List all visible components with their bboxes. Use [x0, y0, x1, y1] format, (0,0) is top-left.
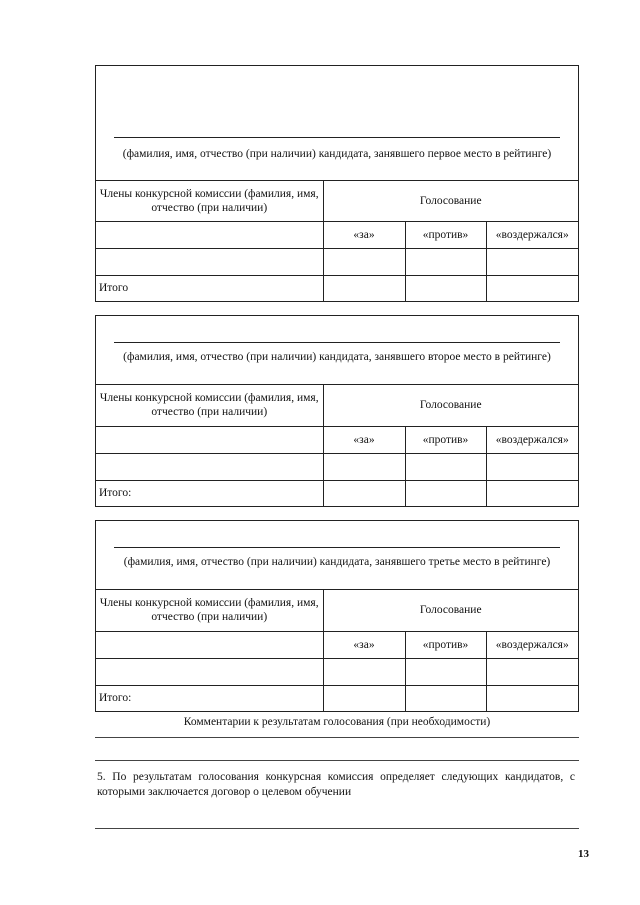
vote-cell	[323, 248, 405, 275]
member-cell	[96, 631, 323, 658]
comments-label: Комментарии к результатам голосования (при необходимости)	[183, 716, 491, 728]
members-header: Члены конкурсной комиссии (фамилия, имя, отчество (при наличии)	[96, 181, 323, 221]
vote-cell	[405, 275, 486, 301]
candidate-caption: (фамилия, имя, отчество (при наличии) кандидата, занявшего второе место в рейтинге)	[123, 351, 551, 363]
vote-cell	[405, 685, 486, 711]
vote-against-header: «против»	[405, 631, 486, 658]
voting-header: Голосование	[323, 590, 578, 631]
vote-against-header: «против»	[405, 426, 486, 453]
vote-abstain-header: «воздержался»	[486, 221, 578, 248]
vote-for-header: «за»	[323, 221, 405, 248]
vote-cell	[486, 685, 578, 711]
members-header: Члены конкурсной комиссии (фамилия, имя, отчество (при наличии)	[96, 590, 323, 631]
vote-cell	[486, 453, 578, 480]
candidate-caption: (фамилия, имя, отчество (при наличии) кандидата, занявшего третье место в рейтинге)	[123, 556, 551, 568]
vote-cell	[323, 275, 405, 301]
vote-cell	[486, 480, 578, 506]
total-label: Итого:	[96, 685, 323, 711]
vote-cell	[405, 658, 486, 685]
voting-header: Голосование	[323, 385, 578, 426]
vote-against-header: «против»	[405, 221, 486, 248]
candidate-name-area	[96, 521, 578, 590]
comments-line	[95, 760, 579, 761]
candidates-line	[95, 828, 579, 829]
member-cell	[96, 426, 323, 453]
vote-abstain-header: «воздержался»	[486, 426, 578, 453]
vote-cell	[486, 248, 578, 275]
candidate-name-area	[96, 66, 578, 181]
signature-line	[114, 342, 560, 343]
paragraph-5: 5. По результатам голосования конкурсная комиссия определяет следующих кандидатов, с которыми заключается договор о целевом обучении	[97, 771, 575, 798]
comments-line	[95, 737, 579, 738]
vote-cell	[323, 658, 405, 685]
vote-cell	[323, 453, 405, 480]
voting-table	[96, 590, 578, 711]
candidate-caption: (фамилия, имя, отчество (при наличии) кандидата, занявшего первое место в рейтинге)	[122, 148, 552, 160]
voting-header: Голосование	[323, 181, 578, 221]
page-number: 13	[578, 848, 589, 860]
vote-cell	[486, 275, 578, 301]
signature-line	[114, 547, 560, 548]
candidate-block-third	[95, 520, 579, 712]
total-label: Итого:	[96, 480, 323, 506]
member-cell	[96, 248, 323, 275]
candidate-block-second	[95, 315, 579, 507]
vote-cell	[405, 453, 486, 480]
candidate-block-first	[95, 65, 579, 302]
member-cell	[96, 453, 323, 480]
vote-for-header: «за»	[323, 631, 405, 658]
total-label: Итого	[96, 275, 323, 301]
members-header: Члены конкурсной комиссии (фамилия, имя, отчество (при наличии)	[96, 385, 323, 426]
vote-cell	[405, 480, 486, 506]
member-cell	[96, 658, 323, 685]
candidate-name-area	[96, 316, 578, 385]
member-cell	[96, 221, 323, 248]
vote-for-header: «за»	[323, 426, 405, 453]
vote-abstain-header: «воздержался»	[486, 631, 578, 658]
vote-cell	[323, 480, 405, 506]
vote-cell	[405, 248, 486, 275]
signature-line	[114, 137, 560, 138]
voting-table	[96, 181, 578, 301]
vote-cell	[486, 658, 578, 685]
vote-cell	[323, 685, 405, 711]
voting-table	[96, 385, 578, 506]
